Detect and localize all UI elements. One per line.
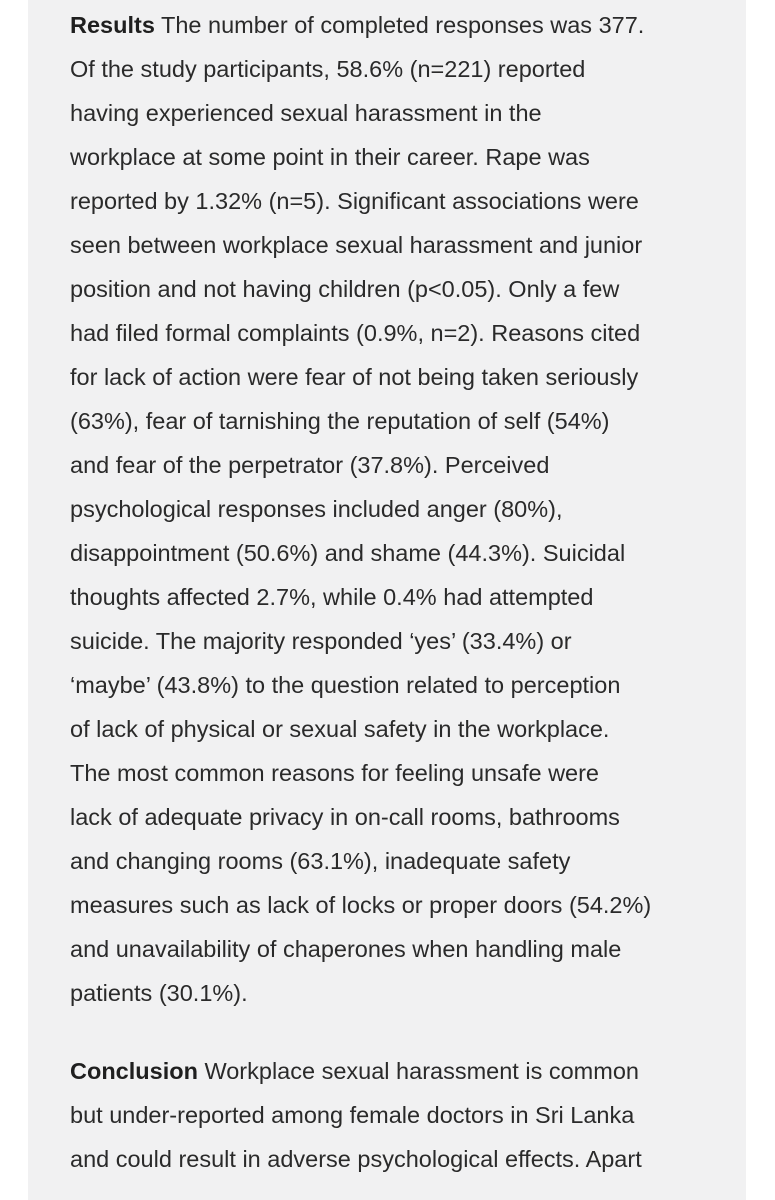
conclusion-line-1: Workplace sexual harassment is common: [197, 1058, 639, 1084]
conclusion-paragraph: [70, 1049, 720, 1181]
results-line-4: workplace at some point in their career. Rape was: [70, 144, 590, 170]
conclusion-line-2: but under-reported among female doctors in Sri Lanka: [70, 1102, 635, 1128]
results-line-8: had filed formal complaints (0.9%, n=2). Reasons cited: [70, 320, 641, 346]
results-line-22: and unavailability of chaperones when handling male: [70, 936, 622, 962]
results-line-19: lack of adequate privacy in on-call rooms, bathrooms: [70, 804, 620, 830]
results-line-13: disappointment (50.6%) and shame (44.3%). Suicidal: [70, 540, 626, 566]
results-line-12: psychological responses included anger (80%),: [70, 496, 563, 522]
conclusion-heading: Conclusion: [70, 1058, 198, 1084]
results-line-15: suicide. The majority responded ‘yes’ (33.4%) or: [70, 628, 572, 654]
results-line-14: thoughts affected 2.7%, while 0.4% had attempted: [70, 584, 594, 610]
abstract-text: [70, 0, 720, 1181]
results-line-5: reported by 1.32% (n=5). Significant associations were: [70, 188, 639, 214]
results-line-10: (63%), fear of tarnishing the reputation of self (54%): [70, 408, 610, 434]
results-line-1: The number of completed responses was 377.: [154, 12, 645, 38]
results-line-23: patients (30.1%).: [70, 980, 248, 1006]
conclusion-line-3: and could result in adverse psychological effects. Apart: [70, 1146, 642, 1172]
results-line-21: measures such as lack of locks or proper doors (54.2%): [70, 892, 652, 918]
results-heading: Results: [70, 12, 155, 38]
results-line-18: The most common reasons for feeling unsafe were: [70, 760, 600, 786]
results-line-16: ‘maybe’ (43.8%) to the question related to perception: [70, 672, 621, 698]
results-line-3: having experienced sexual harassment in the: [70, 100, 542, 126]
results-line-6: seen between workplace sexual harassment and junior: [70, 232, 643, 258]
results-line-20: and changing rooms (63.1%), inadequate safety: [70, 848, 571, 874]
results-line-9: for lack of action were fear of not being taken seriously: [70, 364, 639, 390]
results-line-11: and fear of the perpetrator (37.8%). Perceived: [70, 452, 550, 478]
results-line-2: Of the study participants, 58.6% (n=221) reported: [70, 56, 586, 82]
results-line-7: position and not having children (p<0.05). Only a few: [70, 276, 620, 302]
results-line-17: of lack of physical or sexual safety in the workplace.: [70, 716, 610, 742]
results-paragraph: [70, 3, 720, 1015]
